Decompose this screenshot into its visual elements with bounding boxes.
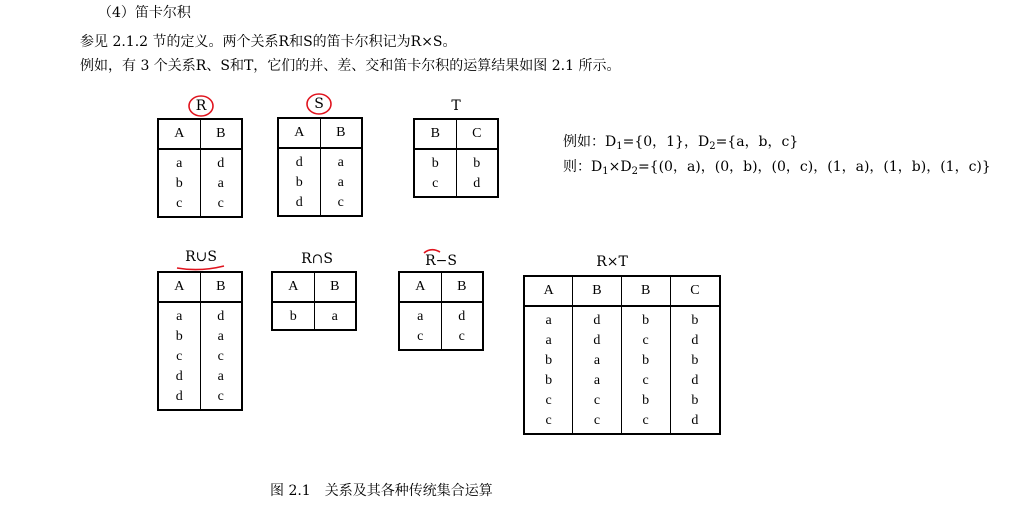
column-header: B (573, 276, 621, 306)
table-cell: b (456, 149, 498, 174)
table-cell: c (621, 411, 670, 434)
table-row (524, 331, 720, 351)
table-cell: c (524, 411, 573, 434)
table-cell: d (573, 306, 621, 331)
relation-table-difference (398, 271, 484, 351)
figure-caption: 图 2.1 关系及其各种传统集合运算 (270, 483, 493, 499)
column-header: B (441, 272, 483, 302)
table-row (524, 306, 720, 331)
table-cell: d (670, 331, 720, 351)
table-title-product: R×T (596, 254, 628, 270)
column-header: A (278, 118, 320, 148)
table-cell: b (272, 302, 314, 330)
table-cell: a (314, 302, 356, 330)
table-cell: a (320, 173, 362, 193)
table-cell: b (670, 391, 720, 411)
table-cell: b (414, 149, 456, 174)
subscript: 1 (616, 141, 623, 152)
paragraph-example: 例如，有 3 个关系R、S和T，它们的并、差、交和笛卡尔积的运算结果如图 2.1 所示。 (80, 58, 621, 74)
note-text: ={0，1}，D (622, 134, 710, 150)
table-title-intersection: R∩S (301, 251, 333, 267)
table-title-s: S (314, 96, 324, 112)
table-title-union: R∪S (185, 249, 217, 265)
subscript: 2 (631, 166, 638, 177)
table-cell: b (670, 306, 720, 331)
column-header: A (524, 276, 573, 306)
column-header: B (200, 119, 242, 149)
column-header: B (314, 272, 356, 302)
example-product (563, 155, 991, 179)
column-header: B (621, 276, 670, 306)
table-cell: d (158, 367, 200, 387)
table-row (158, 302, 242, 327)
table-row (524, 391, 720, 411)
table-title-difference: R−S (425, 253, 457, 269)
paragraph-definition: 参见 2.1.2 节的定义。两个关系R和S的笛卡尔积记为R×S。 (80, 34, 457, 50)
note-text: ×D (608, 159, 632, 175)
column-header: B (414, 119, 456, 149)
table-title-r: R (195, 98, 207, 114)
table-cell: b (670, 351, 720, 371)
table-cell: a (399, 302, 441, 327)
relation-table-intersection (271, 271, 357, 331)
table-cell: c (573, 391, 621, 411)
table-row (158, 194, 242, 217)
column-header: A (399, 272, 441, 302)
table-cell: d (456, 174, 498, 197)
table-cell: a (158, 149, 200, 174)
note-text: 例如：D (563, 134, 617, 150)
column-header: A (158, 272, 200, 302)
column-header: C (670, 276, 720, 306)
subscript: 2 (709, 141, 716, 152)
note-text: ={(0，a)，(0，b)，(0，c)，(1，a)，(1，b)，(1，c)} (637, 159, 991, 175)
table-row (278, 173, 362, 193)
table-cell: d (441, 302, 483, 327)
table-cell: d (278, 193, 320, 216)
table-cell: c (399, 327, 441, 350)
table-cell: b (621, 391, 670, 411)
table-title-t: T (451, 98, 461, 114)
column-header: A (272, 272, 314, 302)
table-cell: c (200, 387, 242, 410)
table-cell: d (278, 148, 320, 173)
table-cell: d (200, 302, 242, 327)
note-text: ={a，b，c} (715, 134, 799, 150)
table-row (158, 327, 242, 347)
table-cell: d (670, 371, 720, 391)
note-text: 则：D (563, 159, 603, 175)
table-cell: c (200, 194, 242, 217)
table-cell: b (158, 174, 200, 194)
column-header: B (200, 272, 242, 302)
table-row (158, 347, 242, 367)
relation-table-product (523, 275, 721, 435)
table-row (272, 302, 356, 330)
table-cell: c (621, 371, 670, 391)
table-cell: a (158, 302, 200, 327)
table-cell: c (573, 411, 621, 434)
relation-table-s (277, 117, 363, 217)
table-cell: a (573, 351, 621, 371)
table-cell: a (200, 367, 242, 387)
table-cell: c (441, 327, 483, 350)
table-cell: b (278, 173, 320, 193)
table-row (278, 193, 362, 216)
table-cell: a (200, 174, 242, 194)
table-cell: b (621, 351, 670, 371)
table-row (399, 302, 483, 327)
table-cell: c (621, 331, 670, 351)
table-cell: d (670, 411, 720, 434)
column-header: B (320, 118, 362, 148)
table-cell: b (158, 327, 200, 347)
table-cell: a (524, 331, 573, 351)
table-cell: a (524, 306, 573, 331)
column-header: A (158, 119, 200, 149)
underline-mark-union (177, 266, 224, 270)
table-cell: d (158, 387, 200, 410)
table-row (524, 351, 720, 371)
table-cell: b (524, 351, 573, 371)
table-row (414, 174, 498, 197)
table-row (278, 148, 362, 173)
section-heading: （4）笛卡尔积 (98, 5, 191, 21)
table-row (158, 367, 242, 387)
example-domains (563, 130, 798, 154)
table-cell: b (524, 371, 573, 391)
table-cell: a (200, 327, 242, 347)
table-cell: c (158, 347, 200, 367)
table-cell: d (573, 331, 621, 351)
table-cell: a (573, 371, 621, 391)
table-row (399, 327, 483, 350)
column-header: C (456, 119, 498, 149)
table-cell: c (320, 193, 362, 216)
table-cell: a (320, 148, 362, 173)
table-cell: b (621, 306, 670, 331)
table-cell: c (200, 347, 242, 367)
subscript: 1 (602, 166, 609, 177)
table-cell: c (524, 391, 573, 411)
table-cell: d (200, 149, 242, 174)
table-row (158, 174, 242, 194)
relation-table-t (413, 118, 499, 198)
table-row (414, 149, 498, 174)
table-row (158, 387, 242, 410)
table-cell: c (158, 194, 200, 217)
table-row (158, 149, 242, 174)
table-row (524, 411, 720, 434)
table-row (524, 371, 720, 391)
table-cell: c (414, 174, 456, 197)
relation-table-union (157, 271, 243, 411)
relation-table-r (157, 118, 243, 218)
